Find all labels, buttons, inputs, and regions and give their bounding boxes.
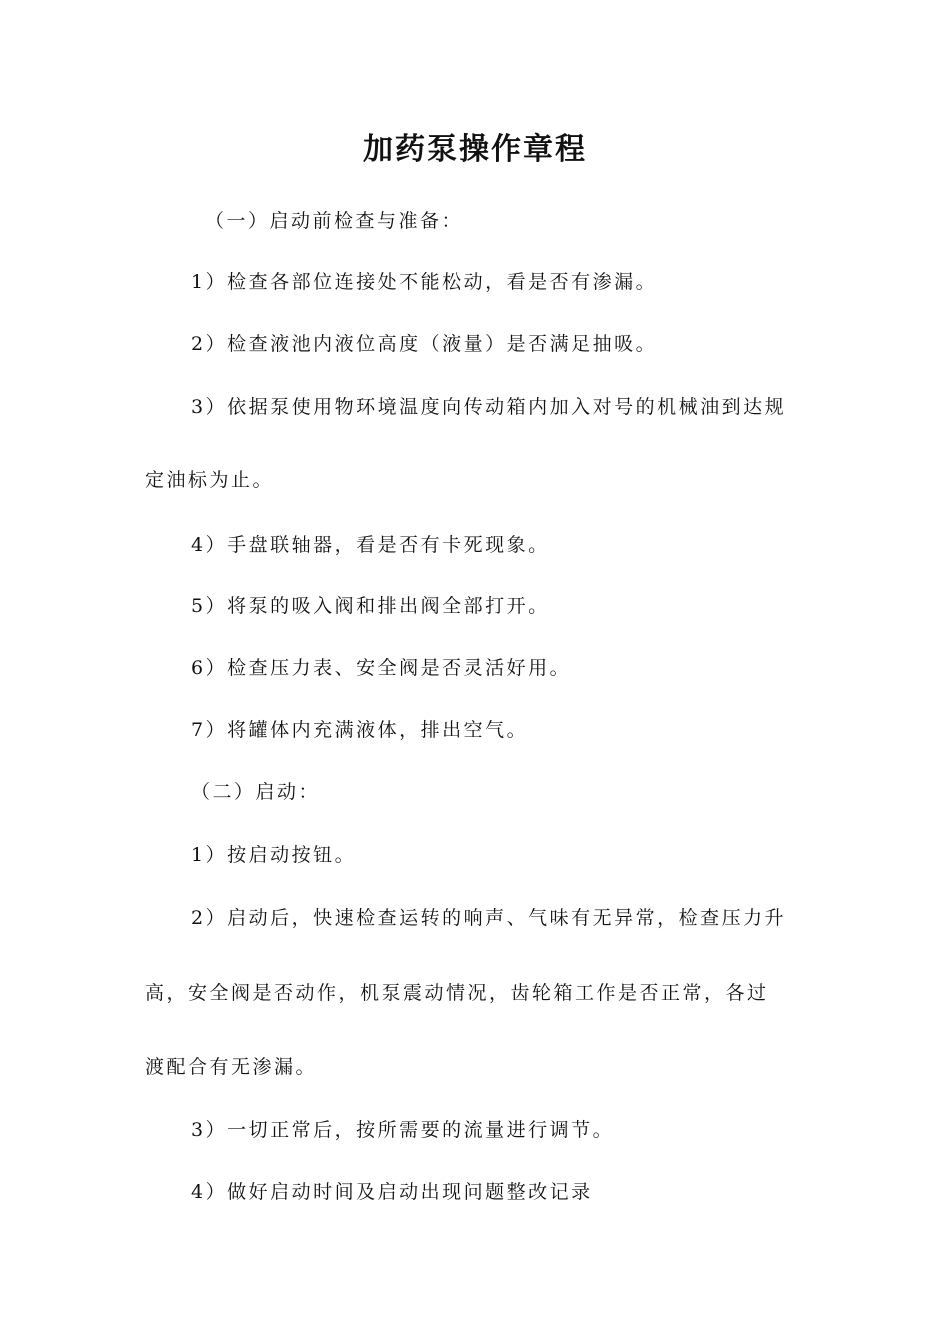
document-title: 加药泵操作章程 — [363, 132, 587, 167]
paragraph-line: 7）将罐体内充满液体，排出空气。 — [191, 719, 529, 741]
section-heading-startup-check: （一）启动前检查与准备： — [205, 210, 464, 232]
paragraph-line: 6）检查压力表、安全阀是否灵活好用。 — [191, 657, 572, 679]
paragraph-line: 1）检查各部位连接处不能松动，看是否有渗漏。 — [191, 271, 658, 293]
paragraph-line: 高，安全阀是否动作，机泵震动情况，齿轮箱工作是否正常，各过 — [145, 982, 769, 1004]
paragraph-line: 3）一切正常后，按所需要的流量进行调节。 — [191, 1119, 615, 1141]
section-heading-startup: （二）启动： — [191, 781, 321, 803]
paragraph-line: 渡配合有无渗漏。 — [145, 1056, 318, 1078]
paragraph-line: 5）将泵的吸入阀和排出阀全部打开。 — [191, 595, 550, 617]
paragraph-line: 2）检查液池内液位高度（液量）是否满足抽吸。 — [191, 333, 658, 355]
paragraph-line: 2）启动后，快速检查运转的响声、气味有无异常，检查压力升 — [191, 907, 787, 929]
paragraph-line: 1）按启动按钮。 — [191, 844, 357, 866]
paragraph-line: 4）手盘联轴器，看是否有卡死现象。 — [191, 534, 550, 556]
paragraph-line: 3）依据泵使用物环境温度向传动箱内加入对号的机械油到达规 — [191, 396, 787, 418]
paragraph-line: 4）做好启动时间及启动出现问题整改记录 — [191, 1181, 593, 1203]
paragraph-line: 定油标为止。 — [145, 469, 275, 491]
